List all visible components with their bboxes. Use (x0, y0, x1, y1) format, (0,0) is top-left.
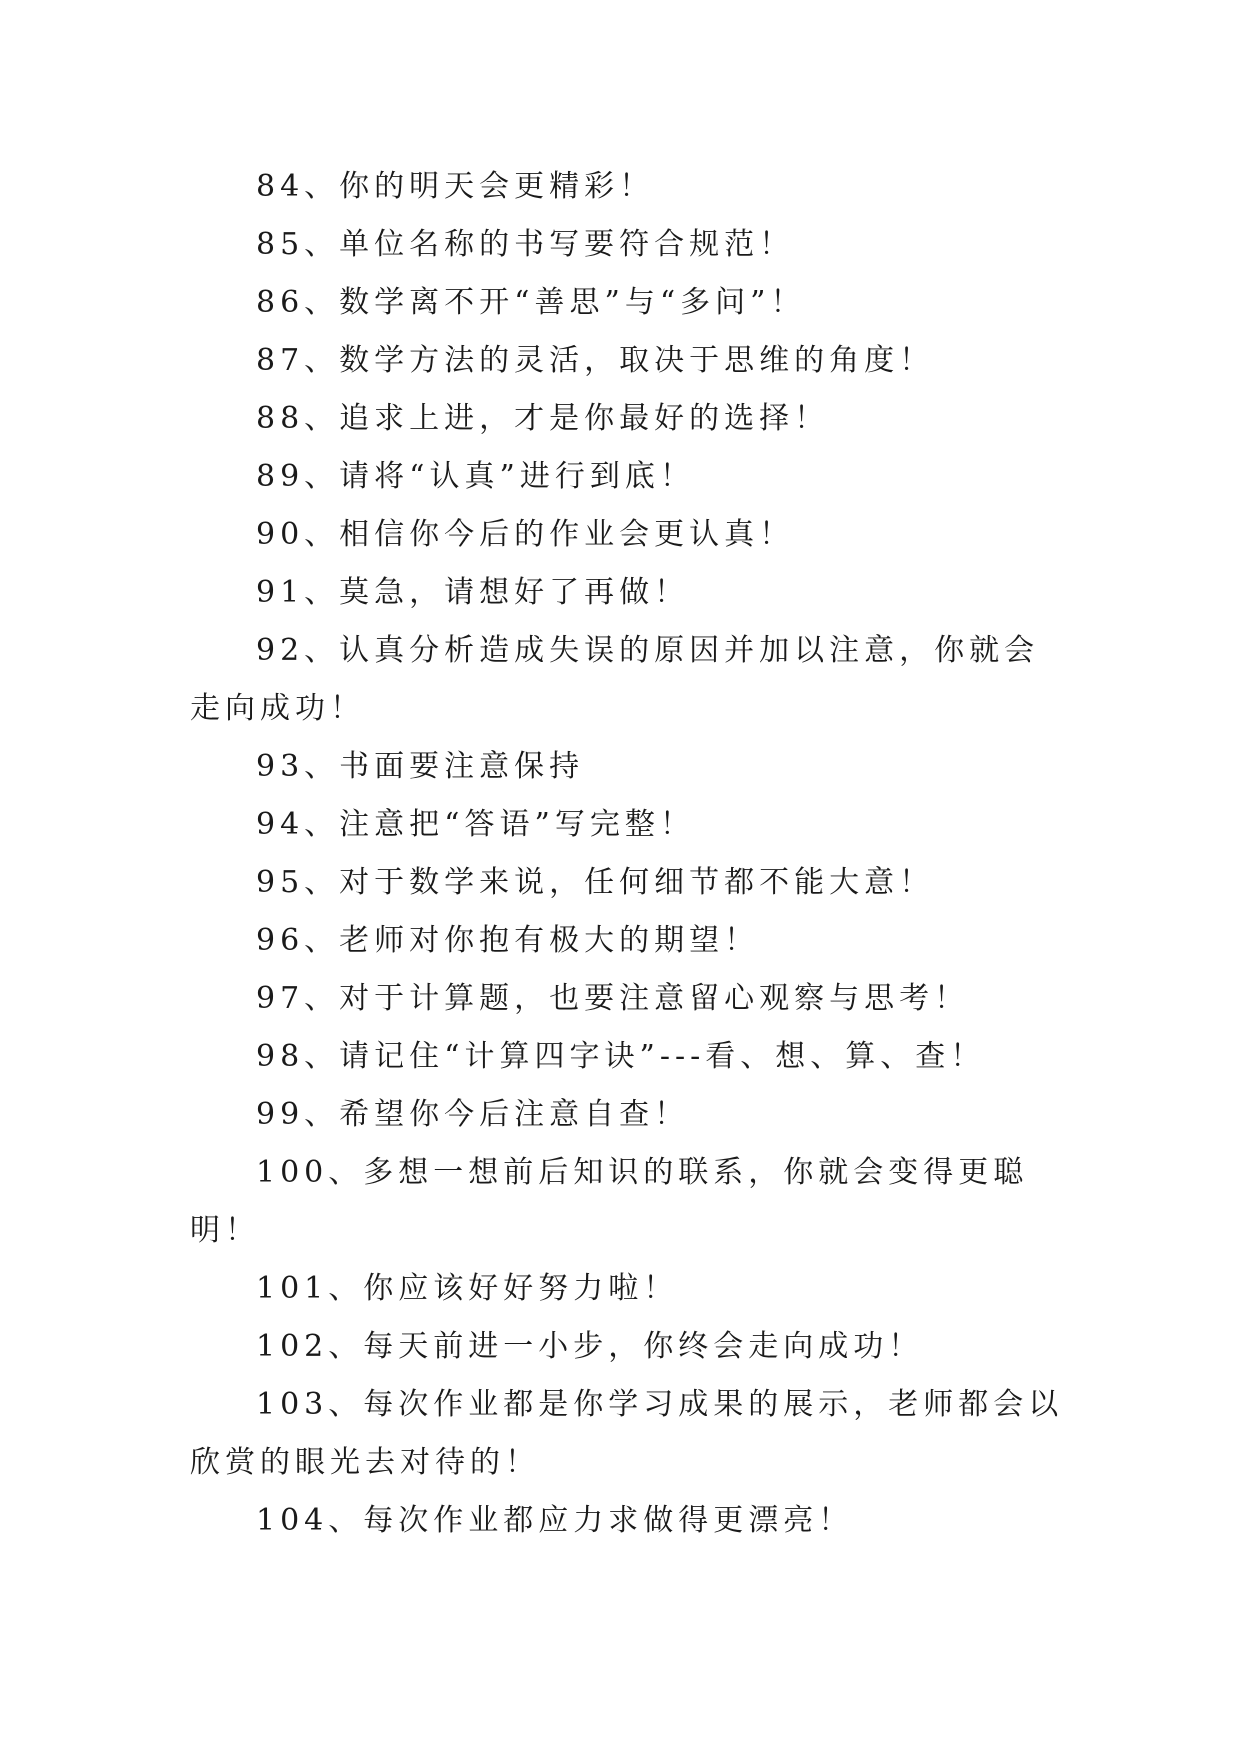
list-item-87: 87、数学方法的灵活，取决于思维的角度！ (256, 343, 935, 378)
list-item-98: 98、请记住“计算四字诀”---看、想、算、查！ (256, 1039, 986, 1074)
list-item-94: 94、注意把“答语”写完整！ (256, 807, 695, 842)
list-item-86: 86、数学离不开“善思”与“多问”！ (256, 285, 806, 320)
list-item-91: 91、莫急，请想好了再做！ (256, 575, 690, 610)
list-item-90: 90、相信你今后的作业会更认真！ (256, 517, 795, 552)
document-body (190, 158, 1070, 1550)
list-item-101: 101、你应该好好努力啦！ (256, 1271, 679, 1306)
list-item-96: 96、老师对你抱有极大的期望！ (256, 923, 760, 958)
list-item-102: 102、每天前进一小步，你终会走向成功！ (256, 1329, 924, 1364)
list-item-95: 95、对于数学来说，任何细节都不能大意！ (256, 865, 935, 900)
list-item-84: 84、你的明天会更精彩！ (256, 169, 655, 204)
list-item-88: 88、追求上进，才是你最好的选择！ (256, 401, 830, 436)
list-item-103: 103、每次作业都是你学习成果的展示，老师都会以欣赏的眼光去对待的！ (190, 1387, 1064, 1480)
list-item-99: 99、希望你今后注意自查！ (256, 1097, 690, 1132)
list-item-85: 85、单位名称的书写要符合规范！ (256, 227, 795, 262)
list-item-104: 104、每次作业都应力求做得更漂亮！ (256, 1503, 854, 1538)
list-item-89: 89、请将“认真”进行到底！ (256, 459, 695, 494)
list-item-93: 93、书面要注意保持 (256, 749, 585, 784)
list-item-100: 100、多想一想前后知识的联系，你就会变得更聪明！ (190, 1155, 1029, 1248)
list-item-97: 97、对于计算题，也要注意留心观察与思考！ (256, 981, 970, 1016)
list-item-92: 92、认真分析造成失误的原因并加以注意，你就会走向成功！ (190, 633, 1040, 726)
